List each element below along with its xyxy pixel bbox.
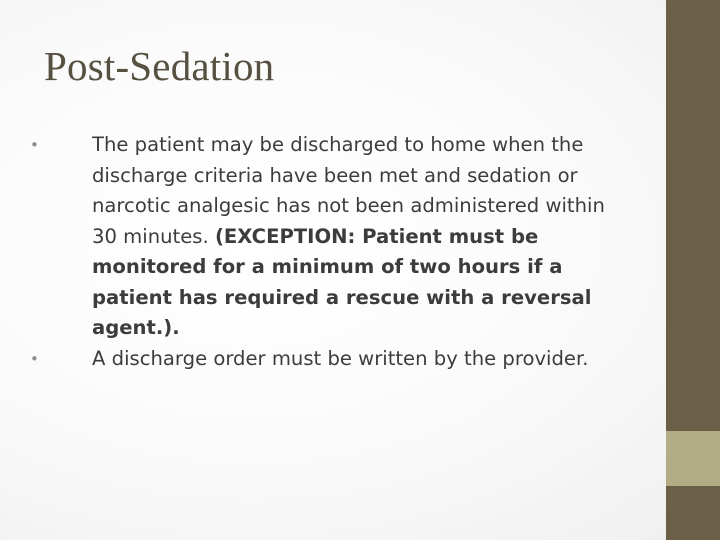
slide-title: Post-Sedation xyxy=(44,43,275,89)
bullet-text: A discharge order must be written by the provider. xyxy=(92,346,589,370)
bullet-text-bold: (EXCEPTION: Patient must be monitored for a minimum of two hours if a patient has required a rescue with a reversal agent.). xyxy=(92,224,592,339)
bullet-item xyxy=(30,344,630,375)
decorative-sidebar xyxy=(666,0,720,540)
bullet-list xyxy=(30,130,630,374)
bullet-marker: • xyxy=(30,349,39,368)
sidebar-accent-block xyxy=(666,431,720,486)
bullet-text-plain: The patient may be discharged to home when the discharge criteria have been met and sedation or narcotic analgesic has not been administered within 30 minutes. xyxy=(92,133,605,248)
bullet-marker: • xyxy=(30,136,39,154)
bullet-item xyxy=(30,130,630,344)
bullet-text xyxy=(92,130,630,344)
